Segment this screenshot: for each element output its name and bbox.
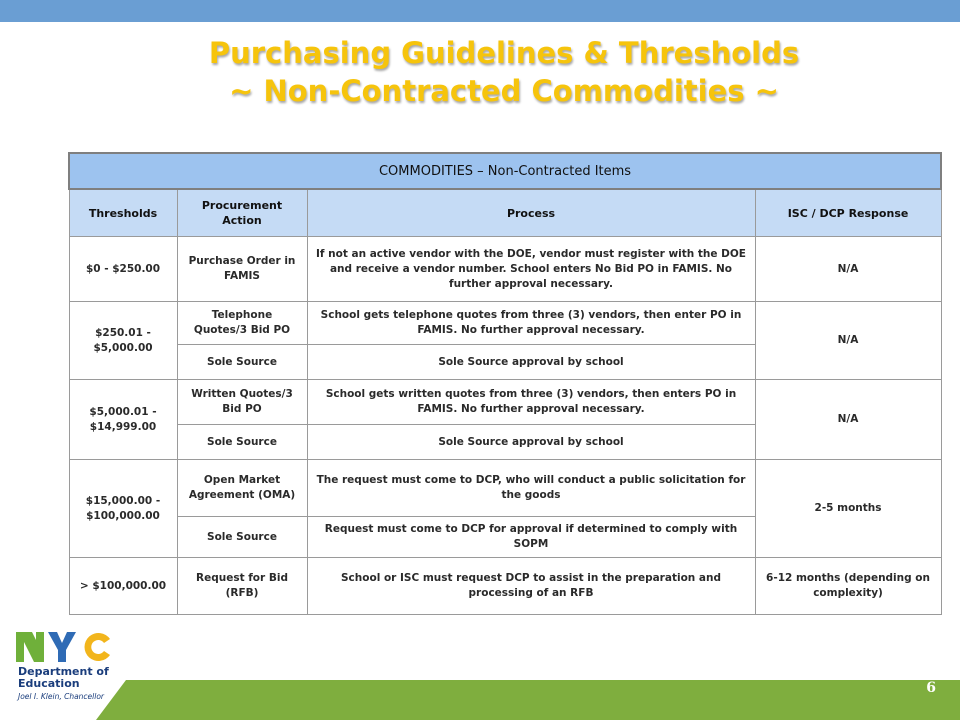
title-line-1: Purchasing Guidelines & Thresholds bbox=[208, 36, 800, 70]
process-cell: The request must come to DCP, who will conduct a public solicitation for the goods bbox=[307, 460, 755, 517]
response-cell: 6-12 months (depending on complexity) bbox=[755, 558, 941, 615]
table-row bbox=[69, 558, 941, 615]
response-cell: N/A bbox=[755, 237, 941, 302]
process-cell: School gets written quotes from three (3) vendors, then enters PO in FAMIS. No further approval necessary. bbox=[307, 380, 755, 425]
response-cell: 2-5 months bbox=[755, 460, 941, 558]
response-cell: N/A bbox=[755, 380, 941, 460]
process-cell: School gets telephone quotes from three (3) vendors, then enter PO in FAMIS. No further approval necessary. bbox=[307, 302, 755, 345]
nyc-logo-icon bbox=[16, 630, 112, 664]
action-cell: Sole Source bbox=[177, 345, 307, 380]
header-thresholds: Thresholds bbox=[69, 189, 177, 237]
header-process: Process bbox=[307, 189, 755, 237]
threshold-cell: $250.01 - $5,000.00 bbox=[69, 302, 177, 380]
commodities-table bbox=[68, 152, 942, 615]
process-cell: If not an active vendor with the DOE, vendor must register with the DOE and receive a vendor number. School enters No Bid PO in FAMIS. No further approval necessary. bbox=[307, 237, 755, 302]
threshold-cell: $5,000.01 - $14,999.00 bbox=[69, 380, 177, 460]
process-cell: Sole Source approval by school bbox=[307, 345, 755, 380]
response-cell: N/A bbox=[755, 302, 941, 380]
title-line-2: ~ Non-Contracted Commodities ~ bbox=[229, 74, 779, 108]
action-cell: Sole Source bbox=[177, 425, 307, 460]
table-row bbox=[69, 237, 941, 302]
process-cell: Request must come to DCP for approval if determined to comply with SOPM bbox=[307, 517, 755, 558]
threshold-cell: $0 - $250.00 bbox=[69, 237, 177, 302]
logo-department: Department of Education bbox=[18, 665, 109, 690]
logo-chancellor: Joel I. Klein, Chancellor bbox=[18, 692, 105, 701]
bottom-band bbox=[126, 680, 960, 720]
process-cell: School or ISC must request DCP to assist in the preparation and processing of an RFB bbox=[307, 558, 755, 615]
table-caption: COMMODITIES – Non-Contracted Items bbox=[69, 153, 941, 189]
header-response: ISC / DCP Response bbox=[755, 189, 941, 237]
table-row bbox=[69, 460, 941, 517]
threshold-cell: > $100,000.00 bbox=[69, 558, 177, 615]
action-cell: Sole Source bbox=[177, 517, 307, 558]
action-cell: Open Market Agreement (OMA) bbox=[177, 460, 307, 517]
header-procurement-action: Procurement Action bbox=[177, 189, 307, 237]
table-row bbox=[69, 302, 941, 345]
top-bar bbox=[0, 0, 960, 22]
action-cell: Purchase Order in FAMIS bbox=[177, 237, 307, 302]
slide-title bbox=[0, 34, 960, 110]
threshold-cell: $15,000.00 - $100,000.00 bbox=[69, 460, 177, 558]
process-cell: Sole Source approval by school bbox=[307, 425, 755, 460]
table-row bbox=[69, 380, 941, 425]
action-cell: Written Quotes/3 Bid PO bbox=[177, 380, 307, 425]
page-number: 6 bbox=[926, 680, 936, 696]
action-cell: Telephone Quotes/3 Bid PO bbox=[177, 302, 307, 345]
bottom-band-slant bbox=[96, 680, 126, 720]
action-cell: Request for Bid (RFB) bbox=[177, 558, 307, 615]
